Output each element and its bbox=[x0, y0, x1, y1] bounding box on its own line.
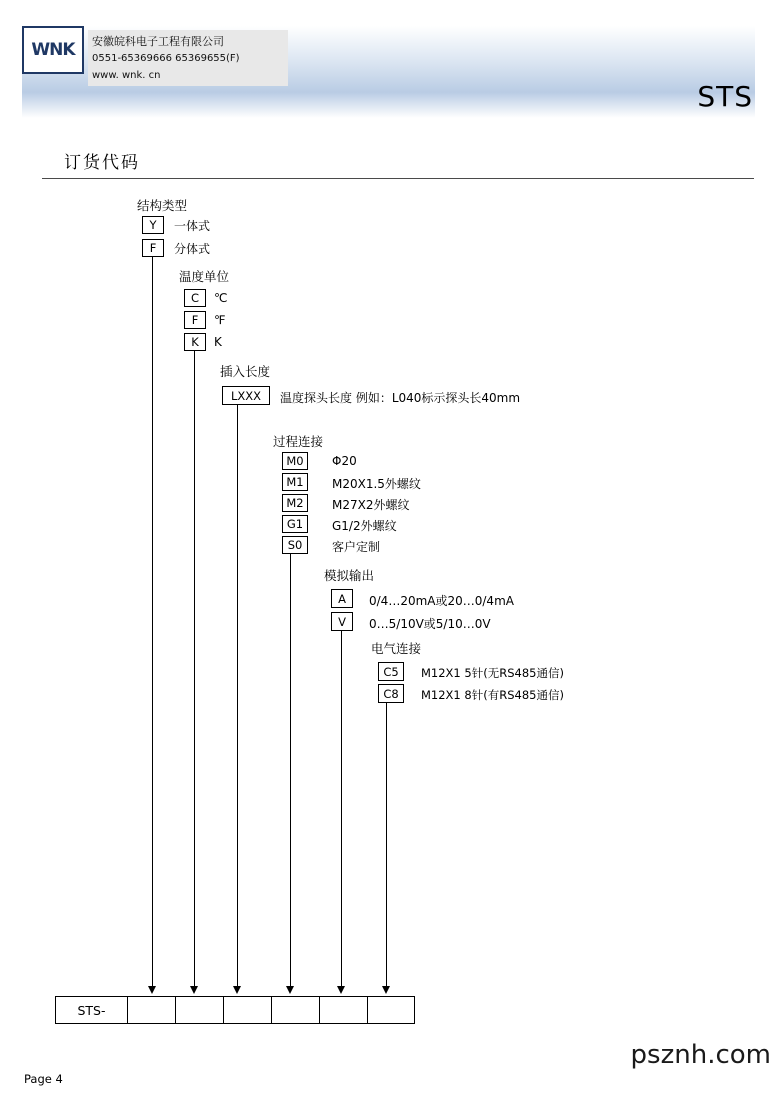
connector-arrow-insert-length bbox=[233, 986, 241, 994]
connector-line-temp-unit bbox=[194, 351, 195, 986]
code-box-process-S0: S0 bbox=[282, 536, 308, 554]
code-box-analog-A: A bbox=[331, 589, 353, 608]
result-segment-cell[interactable] bbox=[271, 996, 319, 1024]
code-desc-process-M0: Φ20 bbox=[332, 454, 357, 468]
company-name: 安徽皖科电子工程有限公司 bbox=[92, 35, 224, 48]
connector-line-analog-output bbox=[341, 631, 342, 986]
result-segment-cell[interactable] bbox=[175, 996, 223, 1024]
code-box-temp-K: K bbox=[184, 333, 206, 351]
company-logo bbox=[22, 26, 84, 74]
code-desc-insert-LXXX: 温度探头长度 例如：L040标示探头长40mm bbox=[280, 391, 521, 405]
code-box-structure-Y: Y bbox=[142, 216, 164, 234]
result-segment-cell[interactable] bbox=[223, 996, 271, 1024]
code-box-electrical-C5: C5 bbox=[378, 662, 404, 681]
group-label-process-connection: 过程连接 bbox=[273, 434, 324, 449]
connector-arrow-temp-unit bbox=[190, 986, 198, 994]
group-label-analog-output: 模拟输出 bbox=[324, 568, 375, 583]
code-box-insert-LXXX: LXXX bbox=[222, 386, 270, 405]
title-divider bbox=[42, 178, 754, 179]
connector-line-structure bbox=[152, 257, 153, 986]
connector-arrow-analog-output bbox=[337, 986, 345, 994]
code-desc-temp-F: ℉ bbox=[214, 313, 226, 327]
code-box-process-M2: M2 bbox=[282, 494, 308, 512]
code-desc-process-M2: M27X2外螺纹 bbox=[332, 498, 410, 512]
group-label-structure: 结构类型 bbox=[137, 198, 188, 213]
code-desc-temp-K: K bbox=[214, 335, 222, 349]
code-desc-analog-V: 0…5/10V或5/10…0V bbox=[369, 617, 491, 631]
company-info-text bbox=[92, 33, 240, 84]
result-segment-cell[interactable] bbox=[319, 996, 367, 1024]
code-box-analog-V: V bbox=[331, 612, 353, 631]
code-box-process-G1: G1 bbox=[282, 515, 308, 533]
code-box-structure-F: F bbox=[142, 239, 164, 257]
connector-line-electrical-connection bbox=[386, 703, 387, 986]
code-desc-analog-A: 0/4…20mA或20…0/4mA bbox=[369, 594, 514, 608]
connector-arrow-electrical-connection bbox=[382, 986, 390, 994]
model-title: STS bbox=[697, 80, 753, 113]
result-prefix-cell: STS- bbox=[55, 996, 127, 1024]
code-desc-electrical-C8: M12X1 8针(有RS485通信) bbox=[421, 688, 564, 702]
code-box-process-M1: M1 bbox=[282, 473, 308, 491]
page-title: 订货代码 bbox=[64, 153, 140, 173]
page-header bbox=[0, 0, 777, 128]
connector-line-process-connection bbox=[290, 554, 291, 986]
code-desc-structure-F: 分体式 bbox=[174, 242, 211, 256]
connector-arrow-process-connection bbox=[286, 986, 294, 994]
logo-text: WNK bbox=[31, 40, 75, 60]
group-label-temp-unit: 温度单位 bbox=[179, 269, 230, 284]
company-website: www. wnk. cn bbox=[92, 70, 161, 81]
page-number: Page 4 bbox=[24, 1072, 63, 1086]
connector-arrow-structure bbox=[148, 986, 156, 994]
code-desc-electrical-C5: M12X1 5针(无RS485通信) bbox=[421, 666, 564, 680]
order-code-result-row bbox=[55, 996, 415, 1024]
code-desc-process-G1: G1/2外螺纹 bbox=[332, 519, 397, 533]
code-desc-structure-Y: 一体式 bbox=[174, 219, 211, 233]
result-segment-cell[interactable] bbox=[127, 996, 175, 1024]
code-desc-process-M1: M20X1.5外螺纹 bbox=[332, 477, 421, 491]
group-label-electrical-connection: 电气连接 bbox=[371, 641, 422, 656]
connector-line-insert-length bbox=[237, 405, 238, 986]
code-box-process-M0: M0 bbox=[282, 452, 308, 470]
code-box-temp-F: F bbox=[184, 311, 206, 329]
group-label-insert-length: 插入长度 bbox=[220, 364, 271, 379]
watermark-text: psznh.com bbox=[630, 1040, 771, 1070]
result-segment-cell[interactable] bbox=[367, 996, 415, 1024]
code-desc-temp-C: ℃ bbox=[214, 291, 228, 305]
code-desc-process-S0: 客户定制 bbox=[332, 540, 381, 554]
code-box-electrical-C8: C8 bbox=[378, 684, 404, 703]
code-box-temp-C: C bbox=[184, 289, 206, 307]
company-phones: 0551-65369666 65369655(F) bbox=[92, 53, 240, 64]
